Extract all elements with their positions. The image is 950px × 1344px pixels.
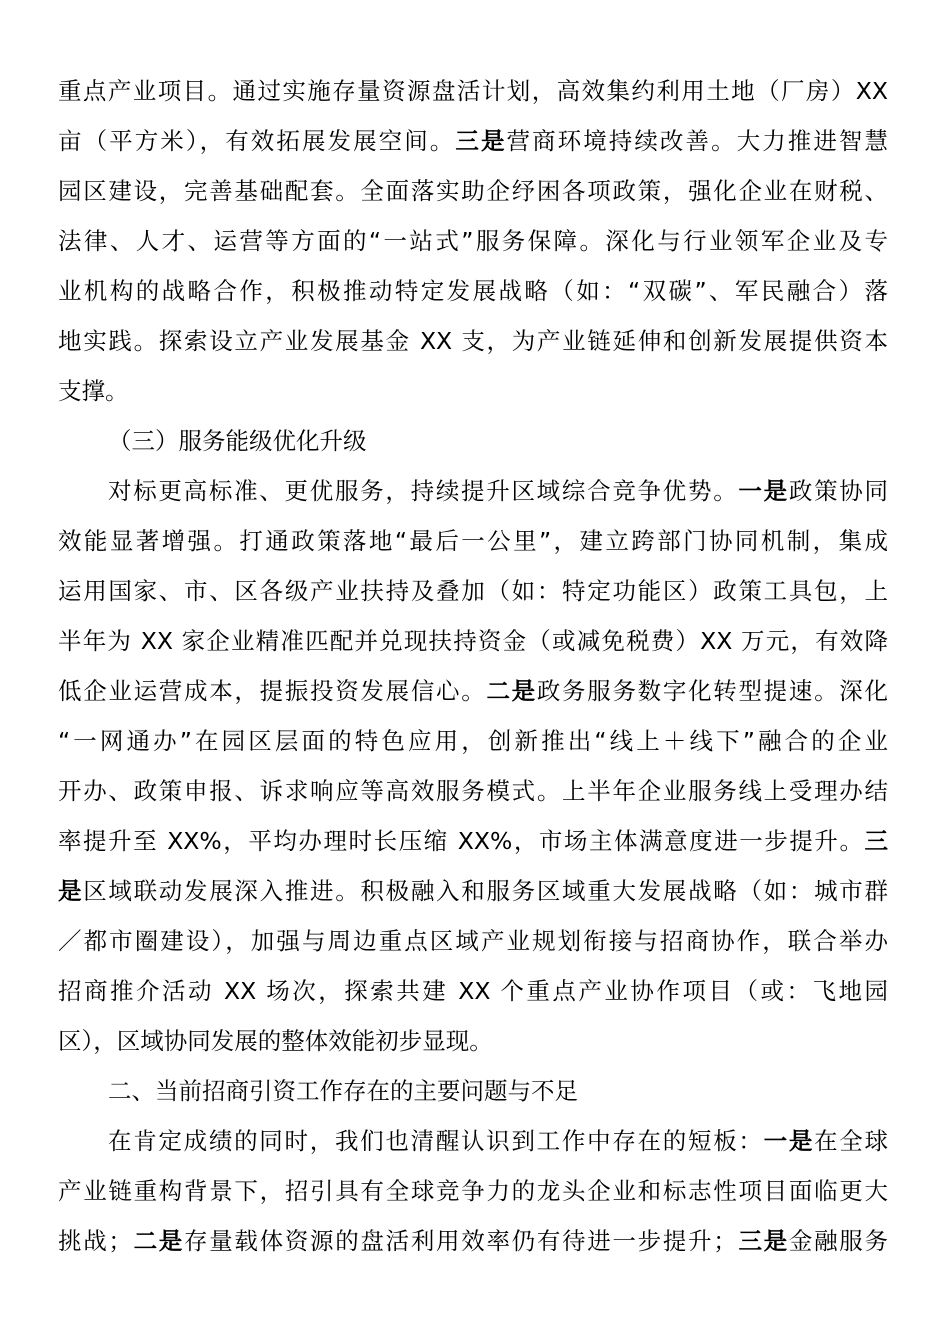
emphasis-label: 三 <box>864 827 888 855</box>
text-line: 率提升至 XX%，平均办理时长压缩 XX%，市场主体满意度进一步提升。三 <box>58 827 888 855</box>
text-line: 业机构的战略合作，积极推动特定发展战略（如：“双碳”、军民融合）落 <box>58 277 888 305</box>
section-heading: 二、当前招商引资工作存在的主要问题与不足 <box>108 1077 578 1105</box>
emphasis-label: 二是 <box>486 677 537 705</box>
text-line: 地实践。探索设立产业发展基金 XX 支，为产业链延伸和创新发展提供资本 <box>58 327 888 355</box>
document-body <box>58 66 888 1266</box>
section-heading: （三）服务能级优化升级 <box>108 427 367 455</box>
text-line: 产业链重构背景下，招引具有全球竞争力的龙头企业和标志性项目面临更大 <box>58 1177 888 1205</box>
text-line: 运用国家、市、区各级产业扶持及叠加（如：特定功能区）政策工具包，上 <box>58 577 888 605</box>
emphasis-label: 一是 <box>738 477 789 505</box>
text-line: 开办、政策申报、诉求响应等高效服务模式。上半年企业服务线上受理办结 <box>58 777 888 805</box>
text-line: 在肯定成绩的同时，我们也清醒认识到工作中存在的短板：一是在全球 <box>108 1127 888 1155</box>
text-line: 是区域联动发展深入推进。积极融入和服务区域重大发展战略（如：城市群 <box>58 877 888 905</box>
text-line: 挑战；二是存量载体资源的盘活利用效率仍有待进一步提升；三是金融服务 <box>58 1227 888 1255</box>
emphasis-label: 三是 <box>736 1227 789 1255</box>
text-line: “一网通办”在园区层面的特色应用，创新推出“线上＋线下”融合的企业 <box>58 727 888 755</box>
emphasis-label: 一是 <box>763 1127 815 1155</box>
text-line: 重点产业项目。通过实施存量资源盘活计划，高效集约利用土地（厂房）XX <box>58 77 888 105</box>
text-line: 对标更高标准、更优服务，持续提升区域综合竞争优势。一是政策协同 <box>108 477 888 505</box>
emphasis-label: 是 <box>58 877 84 905</box>
text-line: 支撑。 <box>58 377 129 405</box>
text-line: 亩（平方米），有效拓展发展空间。三是营商环境持续改善。大力推进智慧 <box>58 127 888 155</box>
text-line: 法律、人才、运营等方面的“一站式”服务保障。深化与行业领军企业及专 <box>58 227 888 255</box>
emphasis-label: 三是 <box>455 127 507 155</box>
text-line: ／都市圈建设），加强与周边重点区域产业规划衔接与招商协作，联合举办 <box>58 927 888 955</box>
text-line: 园区建设，完善基础配套。全面落实助企纾困各项政策，强化企业在财税、 <box>58 177 888 205</box>
text-line: 半年为 XX 家企业精准匹配并兑现扶持资金（或减免税费）XX 万元，有效降 <box>58 627 888 655</box>
text-line: 效能显著增强。打通政策落地“最后一公里”，建立跨部门协同机制，集成 <box>58 527 888 555</box>
text-line: 低企业运营成本，提振投资发展信心。二是政务服务数字化转型提速。深化 <box>58 677 888 705</box>
emphasis-label: 二是 <box>131 1227 185 1255</box>
text-line: 区），区域协同发展的整体效能初步显现。 <box>58 1027 493 1055</box>
text-line: 招商推介活动 XX 场次，探索共建 XX 个重点产业协作项目（或：飞地园 <box>58 977 888 1005</box>
